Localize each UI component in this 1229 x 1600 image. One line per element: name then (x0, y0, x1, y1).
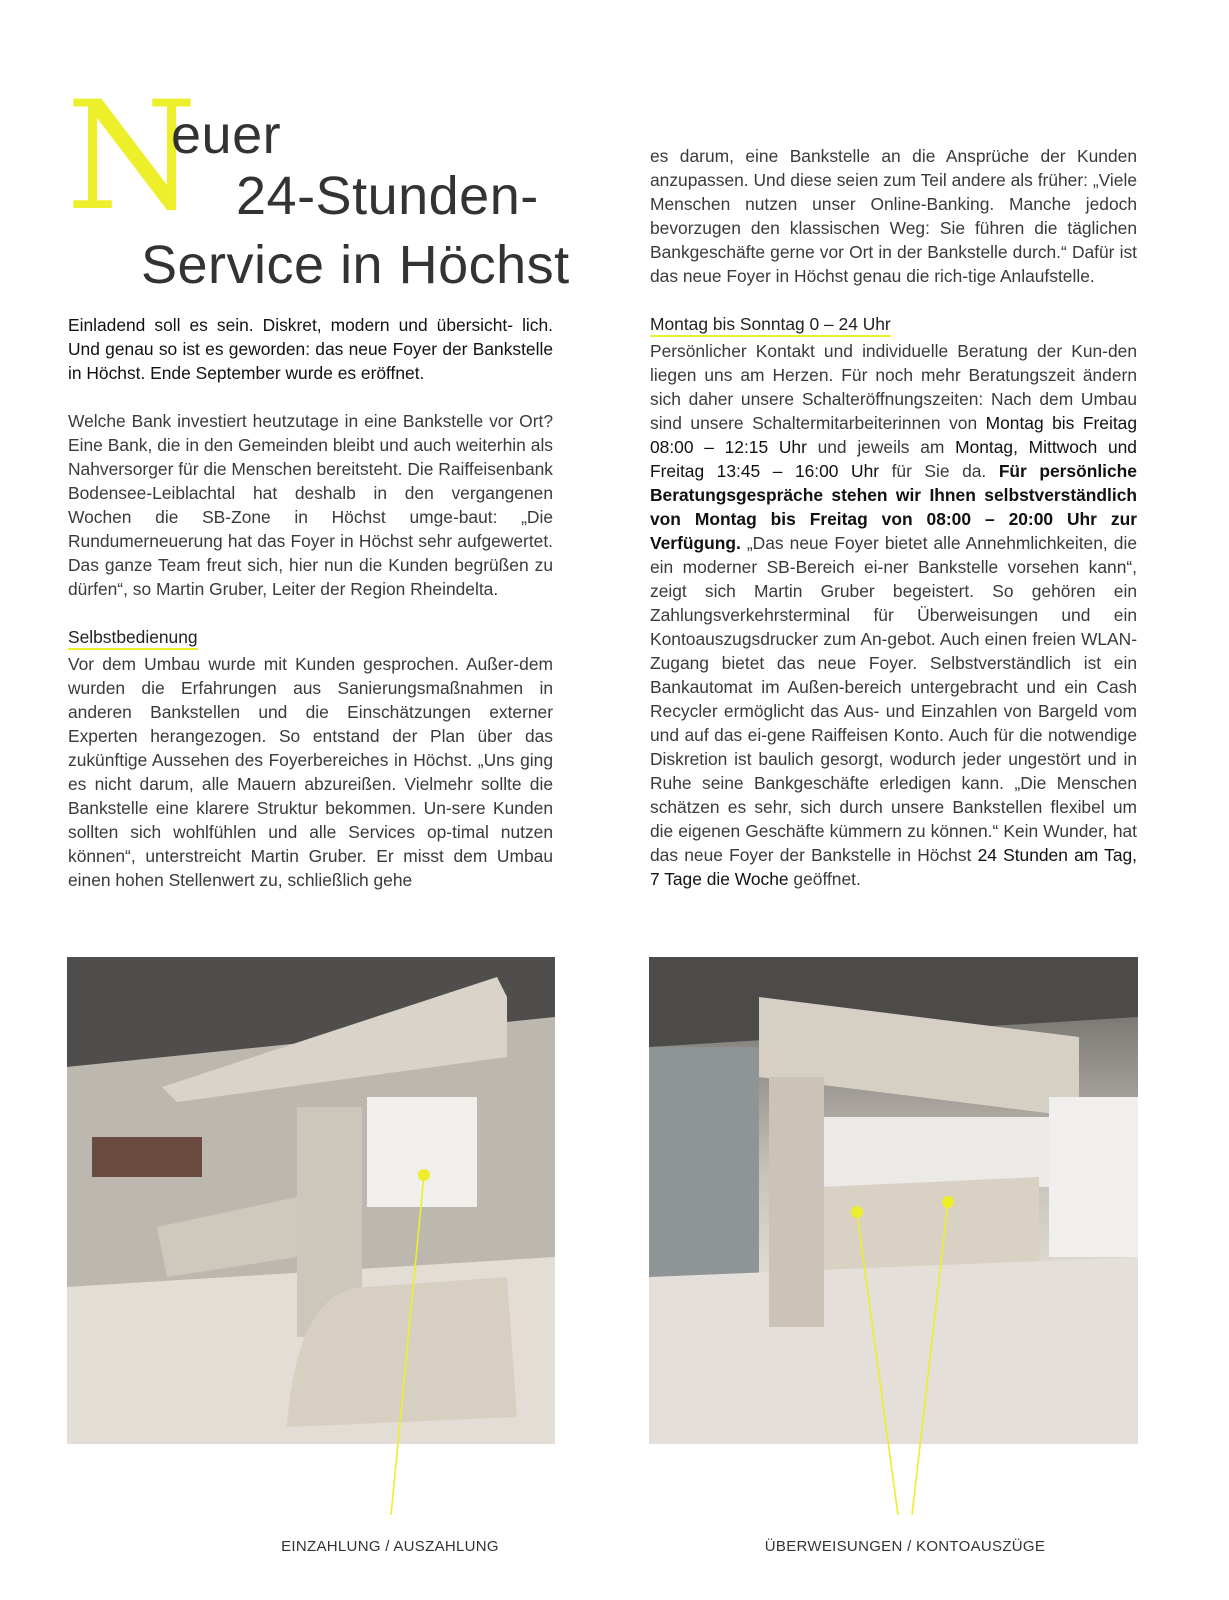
para4-part-a: Persönlicher Kontakt und individuelle Beratung der Kun-den liegen uns am Herzen. Für noch mehr Beratungszeit ändern sich daher unsere Schalteröffnungszeiten: Nach dem Umbau sind unsere Schaltermitarbeiterinnen von (650, 341, 1137, 433)
caption-einzahlung: EINZAHLUNG / AUSZAHLUNG (281, 1538, 499, 1555)
caption-ueberweisungen: ÜBERWEISUNGEN / KONTOAUSZÜGE (764, 1538, 1046, 1555)
lead-line-2: lich. Und genau so ist es geworden: das neue Foyer der Bankstelle in Höchst. Ende September wurde es eröffnet. (68, 315, 553, 383)
section-heading-selbstbedienung: Selbstbedienung (68, 626, 198, 650)
body-paragraph-2: Vor dem Umbau wurde mit Kunden gesprochen. Außer-dem wurden die Erfahrungen aus Sanierungsmaßnahmen in anderen Bankstellen und die Einschätzungen externer Experten herangezogen. So entstand der Plan über das zukünftige Aussehen des Foyerbereiches in Höchst. „Uns ging es nicht darum, alle Mauern abzureißen. Vielmehr sollte die Bankstelle eine klarere Struktur bekommen. Un-sere Kunden sollten sich wohlfühlen und alle Services op-timal nutzen können“, unterstreicht Martin Gruber. Er misst dem Umbau einen hohen Stellenwert zu, schließlich gehe (68, 654, 553, 890)
section-heading-opening-hours: Montag bis Sonntag 0 – 24 Uhr (650, 313, 891, 337)
body-paragraph-1: Welche Bank investiert heutzutage in eine Bankstelle vor Ort? Eine Bank, die in den Gemeinden bleibt und auch weiterhin als Nahversorger für die Menschen bereitsteht. Die Raiffeisenbank Bodensee-Leiblachtal hat deshalb in den vergangenen Wochen die SB-Zone in Höchst umge-baut: „Die Rundumerneuerung hat das Foyer in Höchst sehr aufgewertet. Das ganze Team freut sich, hier nun die Kunden begrüßen zu dürfen“, so Martin Gruber, Leiter der Region Rheindelta. (68, 411, 553, 599)
hours-weekday-morning: Montag bis Freitag 08:00 – 12:15 Uhr (650, 413, 1137, 457)
lead-line-1: Einladend soll es sein. Diskret, modern und übersicht- (68, 315, 514, 335)
title-line-3: Service in Höchst (141, 235, 570, 295)
consultation-hours: Für persönliche Beratungsgespräche stehen wir Ihnen selbstverständlich von Montag bis Freitag von 08:00 – 20:00 Uhr zur Verfügung. (650, 461, 1137, 553)
callout-line-right-2 (912, 1202, 948, 1515)
para4-part-e: geöffnet. (788, 869, 861, 889)
hours-24-7: 24 Stunden am Tag, 7 Tage die Woche (650, 845, 1137, 889)
body-paragraph-3: es darum, eine Bankstelle an die Ansprüche der Kunden anzupassen. Und diese seien zum Teil andere als früher: „Viele Menschen nutzen unser Online-Banking. Manche jedoch bevorzugen den klassischen Weg: Sie führen die täglichen Bankgeschäfte gerne vor Ort in der Bankstelle durch.“ Dafür ist das neue Foyer in Höchst genau die rich-tige Anlaufstelle. (650, 146, 1137, 286)
para4-part-d: „Das neue Foyer bietet alle Annehmlichkeiten, die ein moderner SB-Bereich ei-ner Bankstelle vorsehen kann“, zeigt sich Martin Gruber begeistert. So gehören ein Zahlungsverkehrsterminal für Überweisungen und ein Kontoauszugsdrucker zum An-gebot. Auch einen freien WLAN-Zugang bietet das neue Foyer. Selbstverständlich ist ein Bankautomat im Außen-bereich untergebracht und ein Cash Recycler ermöglicht das Aus- und Einzahlen von Bargeld vom und auf das ei-gene Raiffeisen Konto. Auch für die notwendige Diskretion ist baulich gesorgt, wodurch jeder ungestört und in Ruhe seine Bankgeschäfte erledigen kann. „Die Menschen schätzen es sehr, sich durch unsere Bankstellen flexibel um die eigenen Geschäfte kümmern zu können.“ Kein Wunder, hat das neue Foyer der Bankstelle in Höchst (650, 533, 1137, 865)
title-line-1: euer (171, 105, 282, 165)
para4-part-b: und jeweils am (806, 437, 956, 457)
title-dropcap: N (66, 70, 198, 244)
title-line-2: 24-Stunden- (236, 166, 539, 226)
callout-line-right-1 (857, 1212, 898, 1515)
para4-part-c: für Sie da. (879, 461, 999, 481)
callout-line-left (391, 1175, 424, 1515)
hours-afternoon: Montag, Mittwoch und Freitag 13:45 – 16:00 Uhr (650, 437, 1137, 481)
